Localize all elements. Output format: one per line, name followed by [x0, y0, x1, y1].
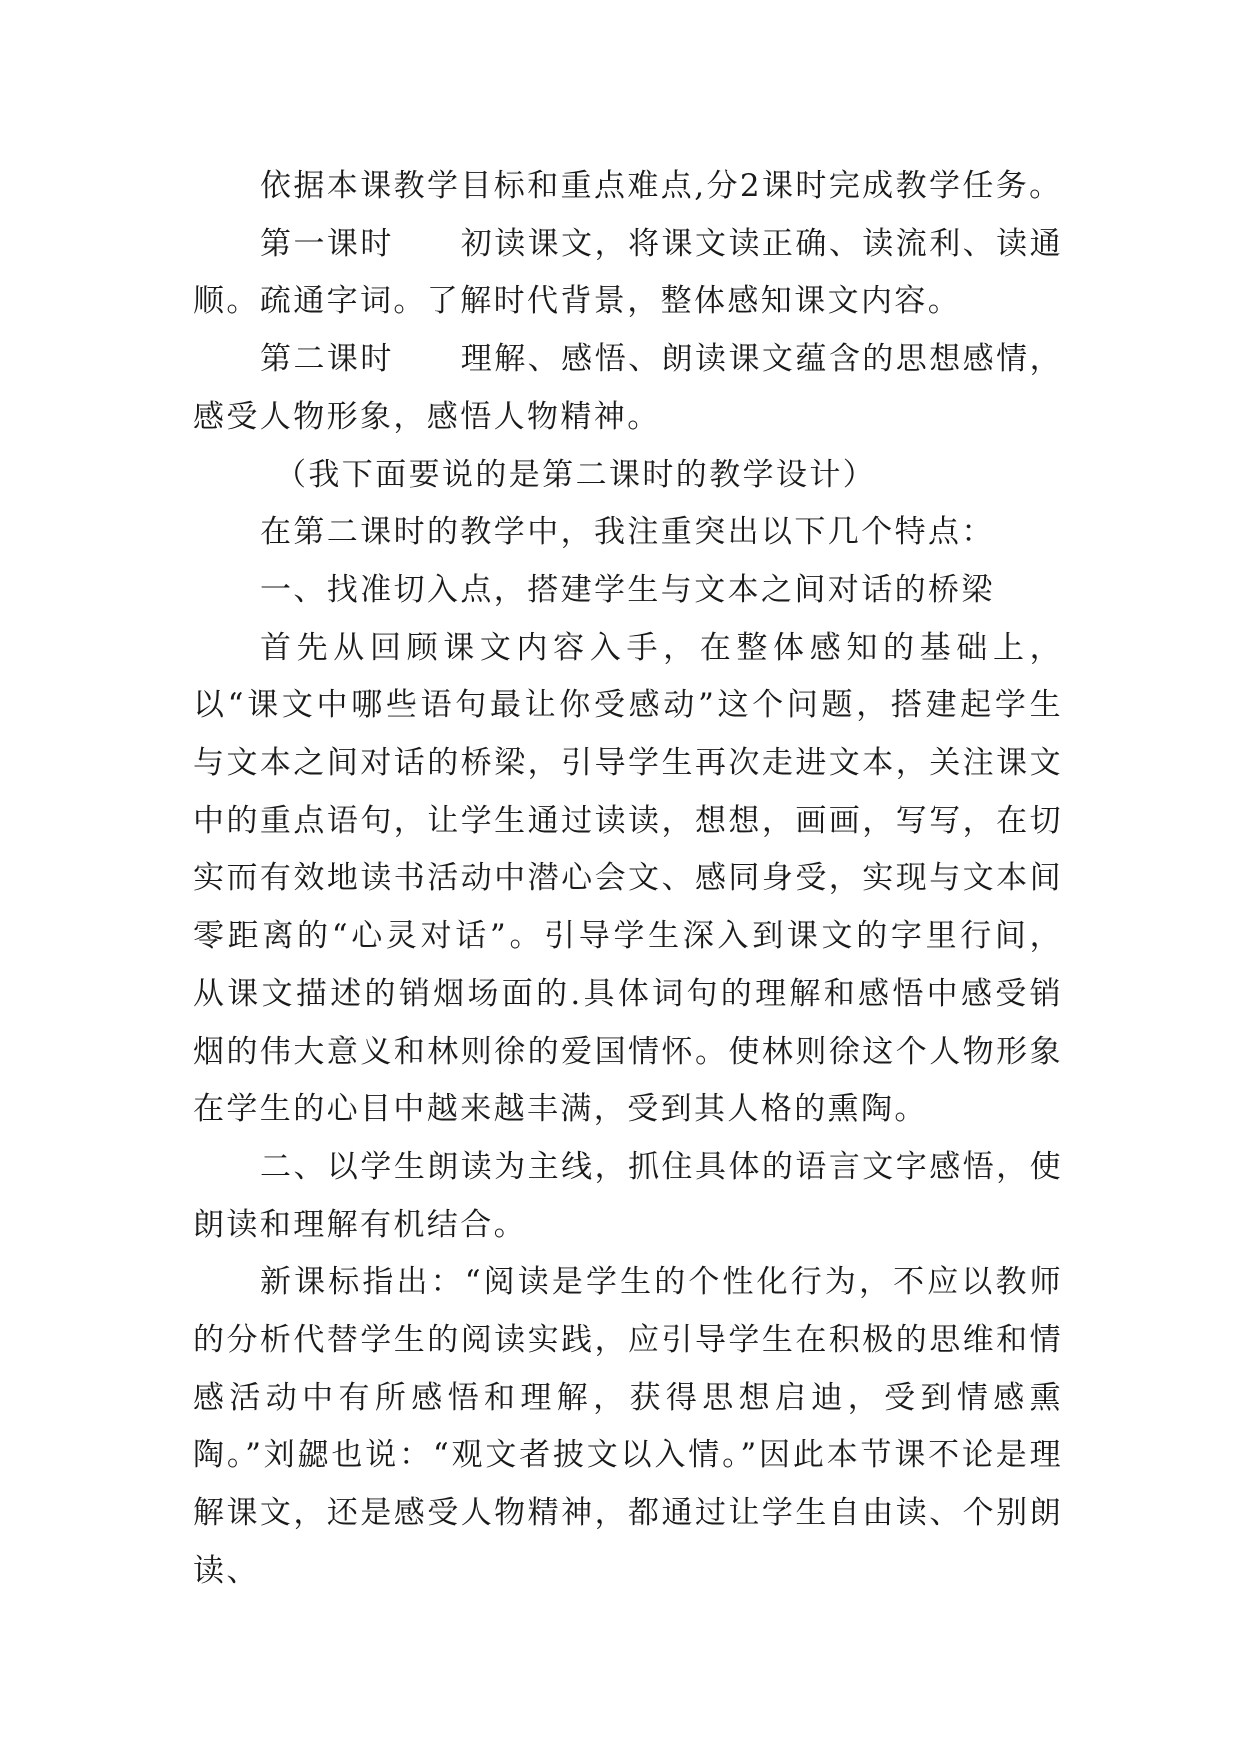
- paragraph-second-lesson: 第二课时 理解、感悟、朗读课文蕴含的思想感情，感受人物形象，感悟人物精神。: [193, 341, 1063, 435]
- paragraph-lesson-plan-intro: 依据本课教学目标和重点难点,分2课时完成教学任务。: [260, 168, 1063, 204]
- heading-point-one: 一、找准切入点，搭建学生与文本之间对话的桥梁: [260, 571, 995, 608]
- paragraph-features-intro: 在第二课时的教学中，我注重突出以下几个特点：: [260, 514, 995, 551]
- heading-point-two: 二、以学生朗读为主线，抓住具体的语言文字感悟，使朗读和理解有机结合。: [193, 1148, 1063, 1243]
- paragraph-point-two-body: 新课标指出：“阅读是学生的个性化行为，不应以教师的分析代替学生的阅读实践，应引导学生在积极的思维和情感活动中有所感悟和理解，获得思想启迪，受到情感熏陶。”刘勰也说：“观文者披文以入情。”因此本节课不论是理解课文，还是感受人物精神，都通过让学生自由读、个别朗读、: [193, 1264, 1063, 1589]
- paragraph-note: （我下面要说的是第二课时的教学设计）: [275, 456, 877, 493]
- paragraph-point-one-body: 首先从回顾课文内容入手，在整体感知的基础上，以“课文中哪些语句最让你受感动”这个问题，搭建起学生与文本之间对话的桥梁，引导学生再次走进文本，关注课文中的重点语句，让学生通过读读，想想，画画，写写，在切实而有效地读书活动中潜心会文、感同身受，实现与文本间零距离的“心灵对话”。引导学生深入到课文的字里行间，从课文描述的销烟场面的.具体词句的理解和感悟中感受销烟的伟大意义和林则徐的爱国情怀。使林则徐这个人物形象在学生的心目中越来越丰满，受到其人格的熏陶。: [193, 629, 1063, 1128]
- paragraph-first-lesson: 第一课时 初读课文，将课文读正确、读流利、读通顺。疏通字词。了解时代背景，整体感知课文内容。: [193, 225, 1063, 320]
- document-body: [193, 158, 1063, 1601]
